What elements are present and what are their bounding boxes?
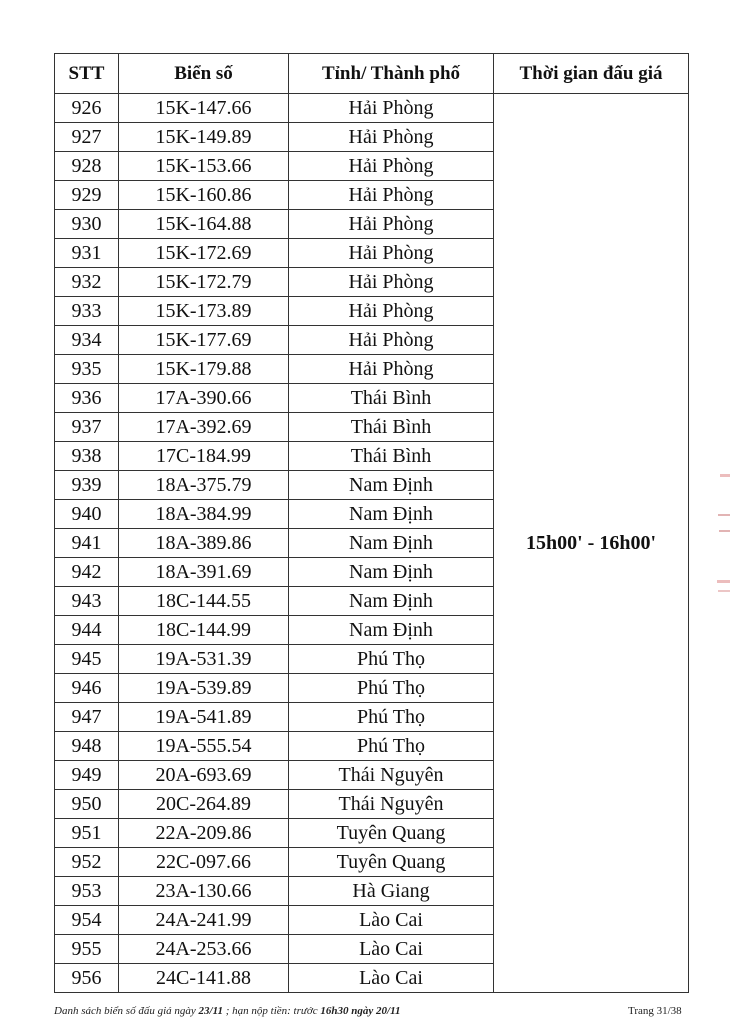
cell-province: Thái Bình [289,413,494,442]
cell-plate: 15K-177.69 [119,326,289,355]
cell-province: Hải Phòng [289,210,494,239]
cell-stt: 946 [55,674,119,703]
cell-stt: 938 [55,442,119,471]
cell-province: Hải Phòng [289,326,494,355]
cell-plate: 18C-144.55 [119,587,289,616]
cell-province: Thái Nguyên [289,761,494,790]
cell-plate: 15K-172.69 [119,239,289,268]
cell-province: Hà Giang [289,877,494,906]
cell-stt: 933 [55,297,119,326]
header-stt: STT [55,54,119,94]
cell-plate: 19A-555.54 [119,732,289,761]
auction-table [54,53,689,993]
cell-plate: 22A-209.86 [119,819,289,848]
cell-stt: 930 [55,210,119,239]
cell-plate: 23A-130.66 [119,877,289,906]
cell-plate: 15K-149.89 [119,123,289,152]
cell-auction-time: 15h00' - 16h00' [494,94,689,993]
footer-auction-date: 23/11 [198,1005,223,1017]
cell-province: Phú Thọ [289,732,494,761]
cell-plate: 22C-097.66 [119,848,289,877]
cell-stt: 937 [55,413,119,442]
cell-province: Hải Phòng [289,297,494,326]
cell-province: Thái Nguyên [289,790,494,819]
cell-plate: 18A-375.79 [119,471,289,500]
cell-stt: 956 [55,964,119,993]
cell-plate: 24C-141.88 [119,964,289,993]
cell-province: Thái Bình [289,384,494,413]
cell-stt: 954 [55,906,119,935]
cell-stt: 943 [55,587,119,616]
cell-stt: 934 [55,326,119,355]
table-body [55,94,689,993]
cell-stt: 953 [55,877,119,906]
cell-stt: 932 [55,268,119,297]
stamp-fragment [714,468,730,608]
cell-stt: 936 [55,384,119,413]
header-plate: Biển số [119,54,289,94]
cell-stt: 929 [55,181,119,210]
cell-province: Phú Thọ [289,703,494,732]
cell-stt: 949 [55,761,119,790]
cell-stt: 939 [55,471,119,500]
cell-province: Nam Định [289,529,494,558]
page-number: Trang 31/38 [628,1005,682,1017]
cell-stt: 950 [55,790,119,819]
stamp-mark [720,474,730,477]
header-province: Tỉnh/ Thành phố [289,54,494,94]
cell-province: Tuyên Quang [289,819,494,848]
cell-plate: 17A-392.69 [119,413,289,442]
cell-province: Hải Phòng [289,239,494,268]
cell-plate: 18A-391.69 [119,558,289,587]
cell-plate: 17C-184.99 [119,442,289,471]
cell-plate: 15K-164.88 [119,210,289,239]
cell-province: Hải Phòng [289,152,494,181]
header-row [55,54,689,94]
stamp-mark [718,514,730,516]
cell-province: Nam Định [289,587,494,616]
cell-stt: 928 [55,152,119,181]
cell-province: Lào Cai [289,906,494,935]
cell-stt: 935 [55,355,119,384]
cell-province: Hải Phòng [289,355,494,384]
cell-plate: 17A-390.66 [119,384,289,413]
cell-plate: 15K-173.89 [119,297,289,326]
cell-stt: 948 [55,732,119,761]
cell-province: Hải Phòng [289,268,494,297]
cell-province: Nam Định [289,471,494,500]
cell-stt: 942 [55,558,119,587]
cell-province: Hải Phòng [289,123,494,152]
cell-province: Nam Định [289,558,494,587]
cell-stt: 944 [55,616,119,645]
cell-stt: 945 [55,645,119,674]
footer-note-prefix: Danh sách biển số đấu giá ngày [54,1005,196,1017]
table-row [55,94,689,123]
cell-plate: 24A-241.99 [119,906,289,935]
cell-province: Hải Phòng [289,94,494,123]
cell-plate: 19A-541.89 [119,703,289,732]
cell-stt: 941 [55,529,119,558]
cell-province: Nam Định [289,616,494,645]
cell-plate: 18C-144.99 [119,616,289,645]
cell-plate: 19A-531.39 [119,645,289,674]
cell-province: Lào Cai [289,935,494,964]
stamp-mark [718,590,730,592]
cell-stt: 927 [55,123,119,152]
cell-stt: 955 [55,935,119,964]
cell-stt: 931 [55,239,119,268]
stamp-mark [717,580,730,583]
cell-plate: 15K-172.79 [119,268,289,297]
cell-province: Hải Phòng [289,181,494,210]
cell-plate: 15K-153.66 [119,152,289,181]
cell-stt: 951 [55,819,119,848]
cell-stt: 926 [55,94,119,123]
cell-province: Phú Thọ [289,645,494,674]
cell-plate: 18A-389.86 [119,529,289,558]
cell-plate: 19A-539.89 [119,674,289,703]
cell-province: Tuyên Quang [289,848,494,877]
footer-note [54,1005,400,1017]
cell-plate: 24A-253.66 [119,935,289,964]
cell-stt: 952 [55,848,119,877]
footer-deadline: 16h30 ngày 20/11 [320,1005,401,1017]
cell-province: Nam Định [289,500,494,529]
cell-province: Thái Bình [289,442,494,471]
footer-note-middle: ; hạn nộp tiền: trước [225,1005,318,1017]
stamp-mark [719,530,730,532]
cell-plate: 15K-160.86 [119,181,289,210]
cell-plate: 20A-693.69 [119,761,289,790]
cell-plate: 15K-147.66 [119,94,289,123]
cell-province: Lào Cai [289,964,494,993]
header-auction-time: Thời gian đấu giá [494,54,689,94]
cell-province: Phú Thọ [289,674,494,703]
cell-plate: 20C-264.89 [119,790,289,819]
cell-plate: 15K-179.88 [119,355,289,384]
cell-plate: 18A-384.99 [119,500,289,529]
cell-stt: 940 [55,500,119,529]
cell-stt: 947 [55,703,119,732]
